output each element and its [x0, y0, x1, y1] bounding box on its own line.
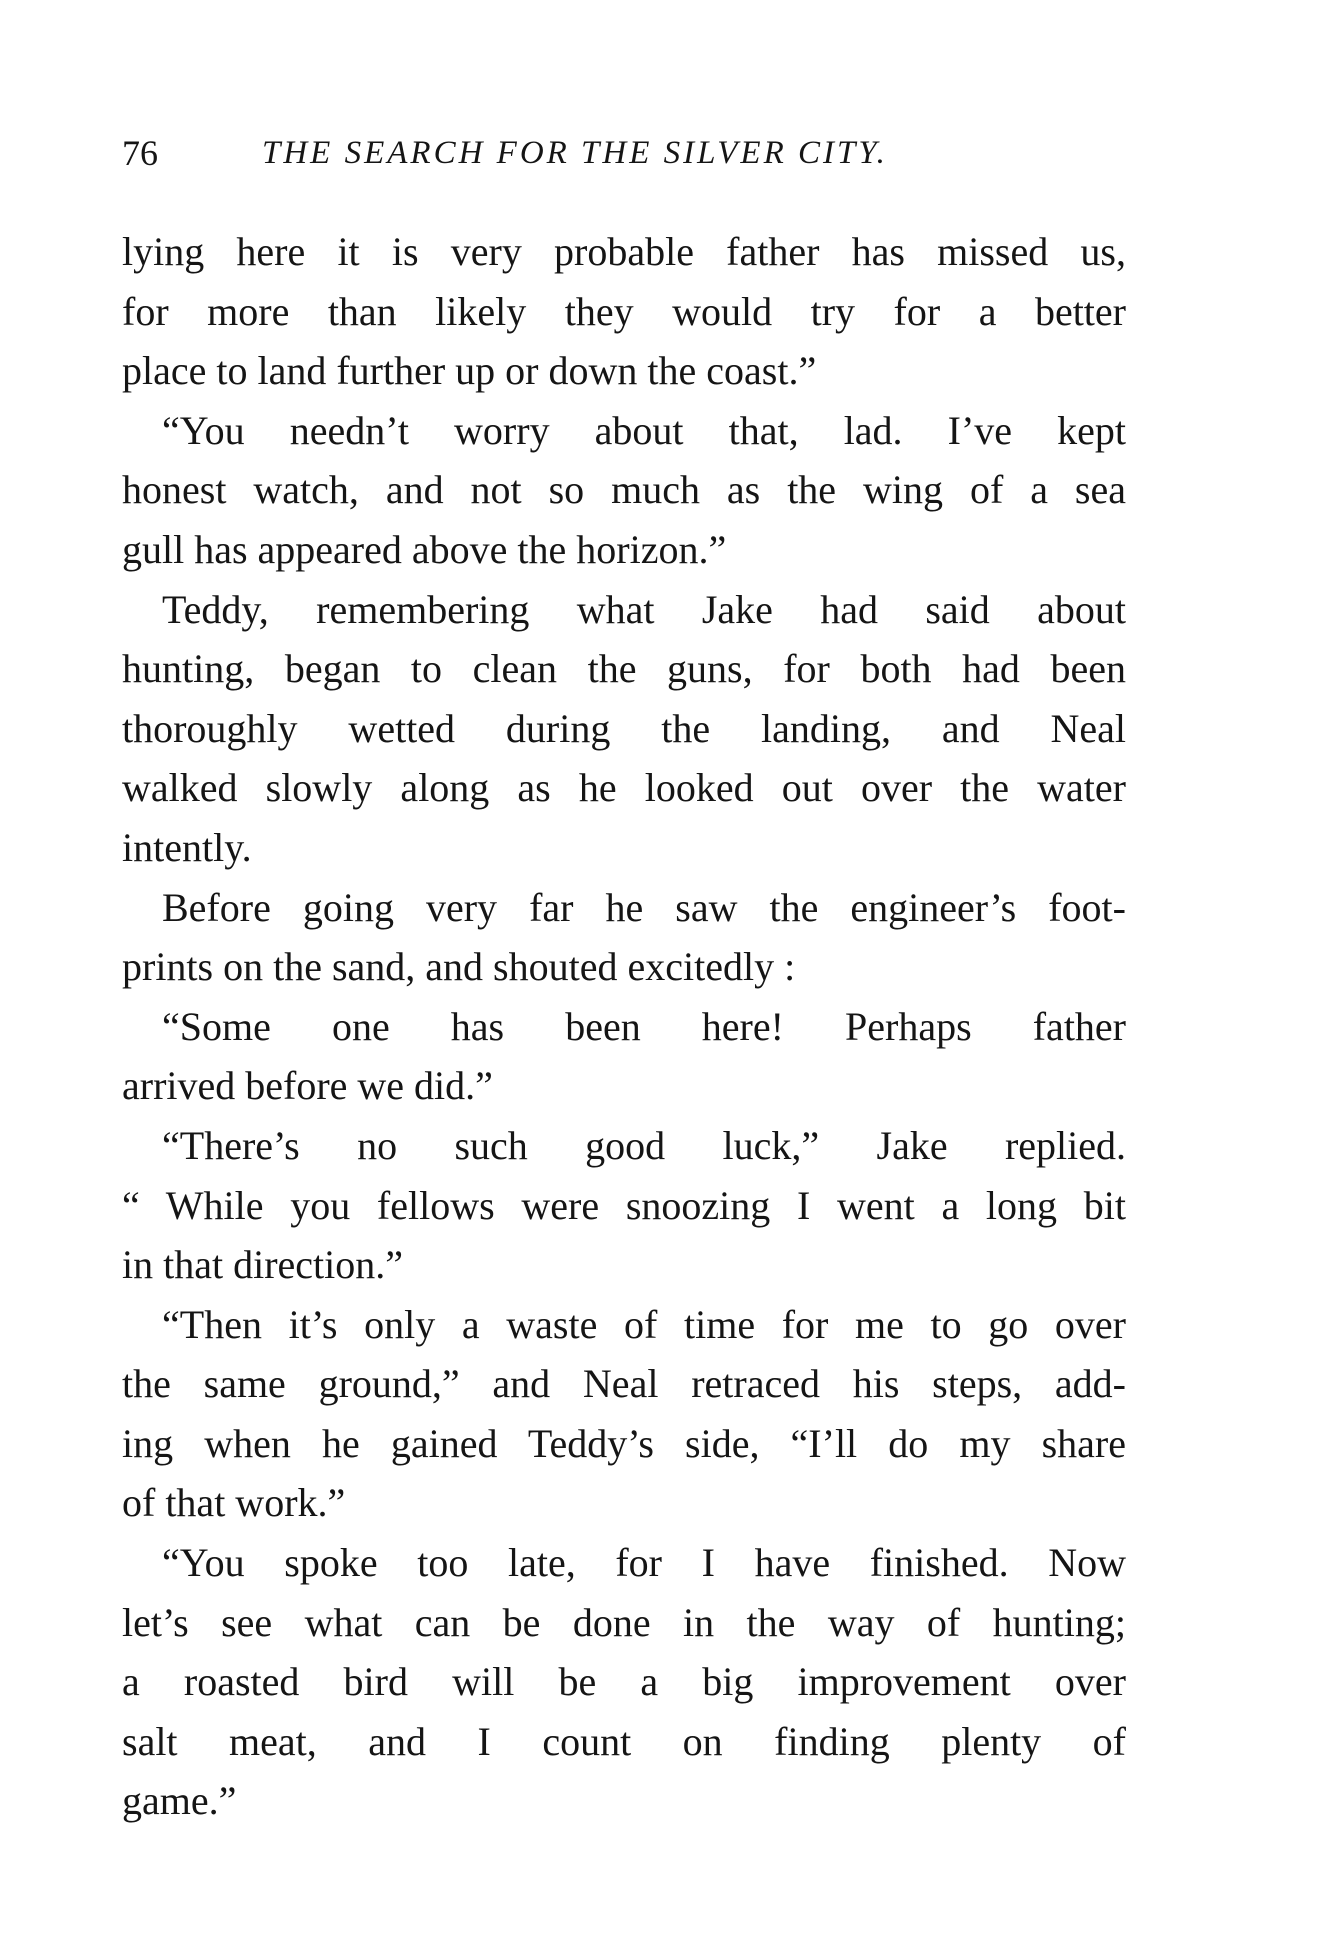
running-head [122, 128, 1126, 178]
text-line: thoroughly wetted during the landing, and Neal [122, 705, 1126, 751]
text-line: the same ground,” and Neal retraced his steps, add- [122, 1361, 1126, 1407]
text-line: Teddy, remembering what Jake had said about [162, 586, 1126, 632]
page-number: 76 [122, 133, 158, 173]
text-line: of that work.” [122, 1480, 346, 1526]
text-line: hunting, began to clean the guns, for both had been [122, 646, 1126, 692]
running-title: THE SEARCH FOR THE SILVER CITY. [262, 135, 888, 171]
text-line: honest watch, and not so much as the wing of a sea [122, 467, 1126, 513]
body-text [122, 222, 1126, 1831]
text-line: salt meat, and I count on finding plenty of [122, 1718, 1126, 1764]
text-line: lying here it is very probable father has missed us, [122, 229, 1126, 274]
text-line: “Some one has been here! Perhaps father [162, 1003, 1126, 1049]
text-line: “There’s no such good luck,” Jake replied. [162, 1122, 1126, 1168]
text-line: in that direction.” [122, 1242, 404, 1288]
text-line: place to land further up or down the coast.” [122, 348, 817, 394]
text-line: “You needn’t worry about that, lad. I’ve kept [162, 407, 1126, 453]
text-line: intently. [122, 824, 252, 870]
text-line: “Then it’s only a waste of time for me to go over [162, 1301, 1126, 1347]
text-line: gull has appeared above the horizon.” [122, 526, 727, 572]
text-line: “You spoke too late, for I have finished. Now [162, 1540, 1126, 1586]
text-line: ing when he gained Teddy’s side, “I’ll do my share [122, 1420, 1126, 1466]
text-line: “ While you fellows were snoozing I went a long bit [122, 1182, 1126, 1228]
text-line: walked slowly along as he looked out over the water [122, 765, 1126, 811]
text-line: for more than likely they would try for a better [122, 288, 1126, 334]
text-line: game.” [122, 1778, 237, 1824]
text-line: let’s see what can be done in the way of hunting; [122, 1599, 1126, 1645]
text-line: Before going very far he saw the engineer’s foot- [162, 884, 1126, 930]
text-line: a roasted bird will be a big improvement over [122, 1659, 1126, 1705]
text-line: arrived before we did.” [122, 1063, 493, 1109]
text-line: prints on the sand, and shouted excitedly : [122, 944, 796, 990]
